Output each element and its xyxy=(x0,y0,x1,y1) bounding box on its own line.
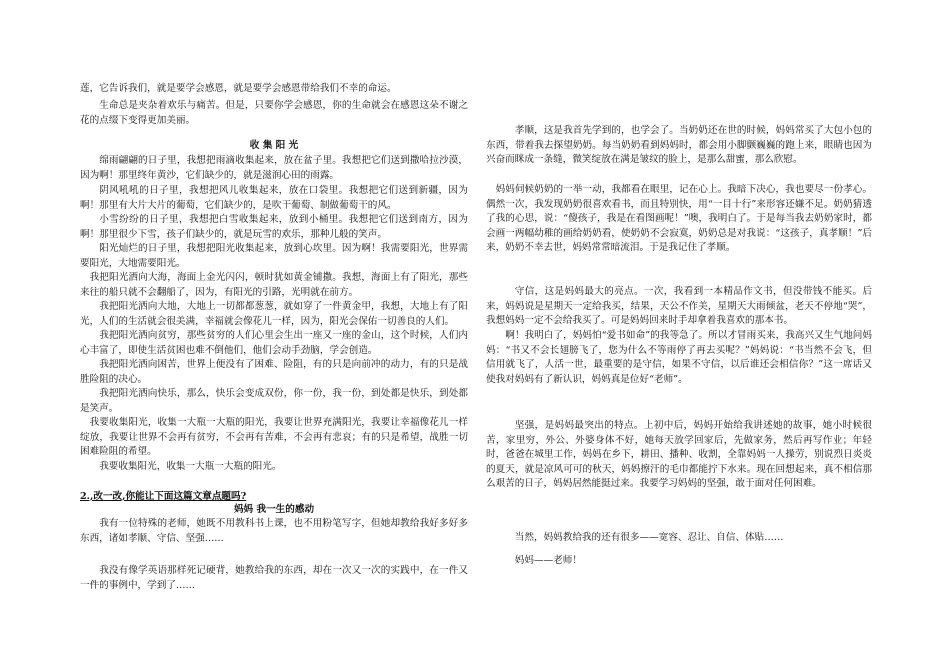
paragraph-more-lessons: 当然，妈妈教给我的还有很多——宽容、忍让、自信、体贴…… xyxy=(514,532,784,543)
paragraph-happiness: 我把阳光洒向快乐，那么，快乐会变成双份，你一份，我一份，到处都是快乐，到处都是笑声。 xyxy=(80,388,468,414)
paragraph-filial-piety: 孝顺，这是我首先学到的，也学会了。当奶奶还在世的时候，妈妈常买了大包小包的东西，带着我去探望奶奶。每当奶奶看到妈妈时，都会用小脚颤巍巍的跑上来，眼睛也因为兴奋而眯成一条缝，微笑绽放在满是皱纹的脸上，是那么甜蜜，那么欣慰。 xyxy=(486,125,872,166)
paragraph-practice: 我没有像学英语那样死记硬背，她教给我的东西，却在一次又一次的实践中，在一件又一件的事例中，学到了…… xyxy=(80,565,468,591)
paragraph-grandma: 妈妈伺候奶奶的一举一动，我都看在眼里，记在心上。我暗下决心，我也要尽一份孝心。偶然一次，我发现奶奶很喜欢看书，而且特别快，用“一目十行”来形容还嫌不足。奶奶猜透了我的心思，说：“傻孩子，我是在看图画呢！”噢，我明白了。于是每当我去奶奶家时，都会画一两幅幼稚的画给奶奶看，使奶奶不会寂寞，奶奶总是对我说：“这孩子，真孝顺！”后来，奶奶不幸去世，妈妈常常暗流泪。于是我记住了孝顺。 xyxy=(486,184,872,254)
paragraph-earth: 我把阳光洒向大地，大地上一切都都葱葱，就如穿了一件黄金甲，我想，大地上有了阳光，人们的生活就会很美满，幸福就会像花儿一样，因为，阳光会保佑一切善良的人们。 xyxy=(80,301,468,327)
paragraph-sunshine: 阳光灿烂的日子里，我想把阳光收集起来，放到心坎里。因为啊！我需要阳光，世界需要阳光，大地需要阳光。 xyxy=(80,243,468,269)
essay-title-mother: 妈妈 我一生的感动 xyxy=(233,504,315,515)
paragraph-gratitude-end: 莲，它告诉我们，就是要学会感恩，就是要学会感恩带给我们不幸的命运。 xyxy=(80,83,397,94)
paragraph-collect-sunshine-end: 我要收集阳光，收集一大瓶一大瓶的阳光。 xyxy=(99,461,282,472)
paragraph-strength: 坚强，是妈妈最突出的特点。上初中后，妈妈开始给我讲述她的故事，她小时候很苦，家里穷，外公、外婆身体不好，她每天放学回家后，先做家务，然后再写作业；年轻时，爸爸在城里工作，妈妈在乡下，耕田、播种、收割，全靠妈妈一人操劳，别说烈日炎炎的夏天，就是凉风可可的秋天，妈妈擦汗的毛巾都能拧下水来。现在回想起来，真不相信那么艰苦的日子，妈妈居然能挺过来。我要学习妈妈的坚强，敢于面对任何困难。 xyxy=(486,420,872,490)
paragraph-special-teacher: 我有一位特殊的老师，她既不用教科书上课，也不用粉笔写字，但她却教给我好多好多东西，诸如孝顺、守信、坚强…… xyxy=(80,518,468,544)
paragraph-rain-book: 啊！我明白了，妈妈怕“爱书如命”的我等急了。所以才冒雨买来，我高兴又生气地问妈妈：“书又不会长翅膀飞了，您为什么不等雨停了再去买呢？”妈妈说：“书当然不会飞，但信用就飞了，人活一世，最重要的是守信，如果不守信，以后谁还会相信你？”这一席话又使我对妈妈有了新认识，妈妈真是位好“老师”。 xyxy=(486,330,872,385)
paragraph-keep-promise: 守信，这是妈妈最大的亮点。一次，我看到一本精品作文书，但没带钱不能买。后来，妈妈说是星期天一定给我买，结果，天公不作美，星期天大雨倾盆，老天不停地“哭”，我想妈妈一定不会给我买了。可是妈妈回来时手却拿着我喜欢的那本书。 xyxy=(486,286,872,327)
essay-title-sunshine: 收 集 阳 光 xyxy=(249,140,299,151)
paragraph-life-gratitude: 生命总是夹杂着欢乐与痛苦。但是，只要你学会感恩，你的生命就会在感恩这朵不谢之花的点缀下变得更加美丽。 xyxy=(80,100,468,126)
paragraph-mother-teacher: 妈妈——老师！ xyxy=(514,555,582,566)
paragraph-hardship: 我把阳光洒向困苦，世界上便没有了困难、险阻，有的只是向前冲的动力，有的只是战胜险阻的决心。 xyxy=(80,359,468,385)
paragraph-snow: 小雪纷纷的日子里，我想把白雪收集起来，放到小桶里。我想把它们送到南方，因为啊！那里很少下雪，孩子们缺少的，就是玩雪的欢乐，那种儿般的笑声。 xyxy=(80,214,468,240)
question-2: 2.,改一改,你能让下面这篇文章点题吗? xyxy=(80,491,247,502)
paragraph-sea: 我把阳光洒向大海，海面上金光闪闪，顿时犹如黄金铺撒。我想，海面上有了阳光，那些来往的船只就不会翻船了，因为，有阳光的引路，光明就在前方。 xyxy=(80,272,468,298)
paragraph-collect-sunshine: 我要收集阳光，收集一大瓶一大瓶的阳光，我要让世界充满阳光，我要让幸福像花儿一样绽放，我要让世界不会再有贫穷，不会再有苦难，不会再有悲哀；有的只是希望，战胜一切困难险阻的希望。 xyxy=(80,417,468,458)
paragraph-wind: 阴风吼吼的日子里，我想把风儿收集起来，放在口袋里。我想把它们送到新疆，因为啊！那里有大片大片的葡萄，它们缺少的，是吹干葡萄、制做葡萄干的风。 xyxy=(80,185,468,211)
paragraph-rain: 绵雨翩翩的日子里，我想把雨滴收集起来，放在盆子里。我想把它们送到撒哈拉沙漠，因为啊！那里终年黄沙，它们缺少的，就是滋润心田的雨露。 xyxy=(80,155,468,181)
paragraph-poverty: 我把阳光洒向贫穷，那些贫穷的人们心里会生出一座又一座的金山，这个时候，人们内心丰富了，即使生活贫困也难不倒他们，他们会动手劲脑，学会创造。 xyxy=(80,330,468,356)
